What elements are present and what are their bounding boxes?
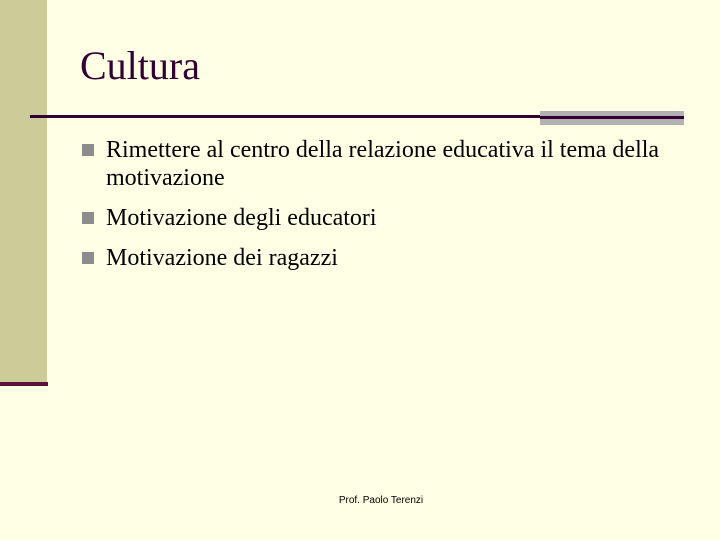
bullet-list <box>82 136 662 284</box>
slide-title: Cultura <box>80 43 200 88</box>
title-rule-right <box>540 116 684 119</box>
slide-footer: Prof. Paolo Terenzi <box>338 495 424 506</box>
title-rule <box>30 115 540 118</box>
bullet-item <box>82 136 662 192</box>
bullet-text: Motivazione degli educatori <box>106 205 377 231</box>
square-bullet-icon <box>82 212 94 224</box>
bullet-item <box>82 204 662 232</box>
bullet-text: Motivazione dei ragazzi <box>106 245 338 271</box>
left-accent-bar <box>0 0 47 382</box>
square-bullet-icon <box>82 144 94 156</box>
bullet-item <box>82 244 662 272</box>
bullet-text: Rimettere al centro della relazione educativa il tema della motivazione <box>106 137 660 191</box>
left-accent-underline <box>0 382 48 386</box>
square-bullet-icon <box>82 252 94 264</box>
